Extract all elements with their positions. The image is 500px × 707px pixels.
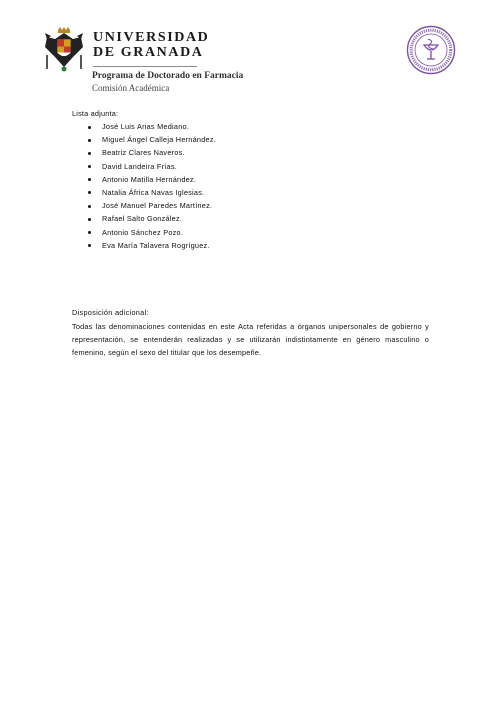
- header-divider: [93, 66, 197, 67]
- bullet-icon: [88, 139, 91, 142]
- list-item: [86, 214, 216, 227]
- bullet-icon: [88, 244, 91, 247]
- committee-name: Comisión Académica: [92, 83, 170, 93]
- attached-names-list: [86, 122, 216, 254]
- list-item: [86, 201, 216, 214]
- bullet-icon: [88, 165, 91, 168]
- bullet-icon: [88, 126, 91, 129]
- list-item-text: José Manuel Paredes Martínez.: [102, 201, 213, 211]
- bullet-icon: [88, 152, 91, 155]
- list-item: [86, 241, 216, 254]
- list-item-text: Beatriz Clares Naveros.: [102, 148, 185, 158]
- list-item-text: David Landeira Frías.: [102, 161, 178, 171]
- list-item: [86, 162, 216, 175]
- bullet-icon: [88, 205, 91, 208]
- disposition-heading: Disposición adicional:: [72, 308, 149, 317]
- university-wordmark: [93, 30, 209, 60]
- list-item: [86, 135, 216, 148]
- program-title: Programa de Doctorado en Farmacia: [92, 71, 244, 81]
- list-item-text: Natalia África Navas Iglesias.: [102, 187, 205, 197]
- bullet-icon: [88, 191, 91, 194]
- list-item: [86, 122, 216, 135]
- list-item-text: Antonio Matilla Hernández.: [102, 174, 197, 184]
- list-item-text: Eva María Talavera Rogríguez.: [102, 240, 210, 250]
- bullet-icon: [88, 231, 91, 234]
- list-item-text: Miguel Ángel Calleja Hernández.: [102, 135, 217, 145]
- list-item-text: Antonio Sánchez Pozo.: [102, 227, 184, 237]
- list-item-text: Rafael Salto González.: [102, 214, 183, 224]
- faculty-of-pharmacy-seal-icon: [406, 25, 456, 75]
- attached-list-heading: Lista adjunta:: [72, 109, 119, 118]
- university-name-line2: DE GRANADA: [93, 45, 204, 60]
- list-item: [86, 148, 216, 161]
- list-item: [86, 175, 216, 188]
- list-item: [86, 188, 216, 201]
- list-item: [86, 228, 216, 241]
- disposition-paragraph: Todas las denominaciones contenidas en este Acta referidas a órganos unipersonales de gobierno y representación, se entenderán realizadas y se utilizarán indistintamente en género masculino o femenino, según el sexo del titular que los desempeñe.: [72, 322, 429, 357]
- bullet-icon: [88, 178, 91, 181]
- ugr-coat-of-arms-icon: [43, 27, 85, 73]
- university-name-line1: UNIVERSIDAD: [93, 30, 210, 45]
- list-item-text: José Luis Arias Mediano.: [102, 122, 190, 131]
- bullet-icon: [88, 218, 91, 221]
